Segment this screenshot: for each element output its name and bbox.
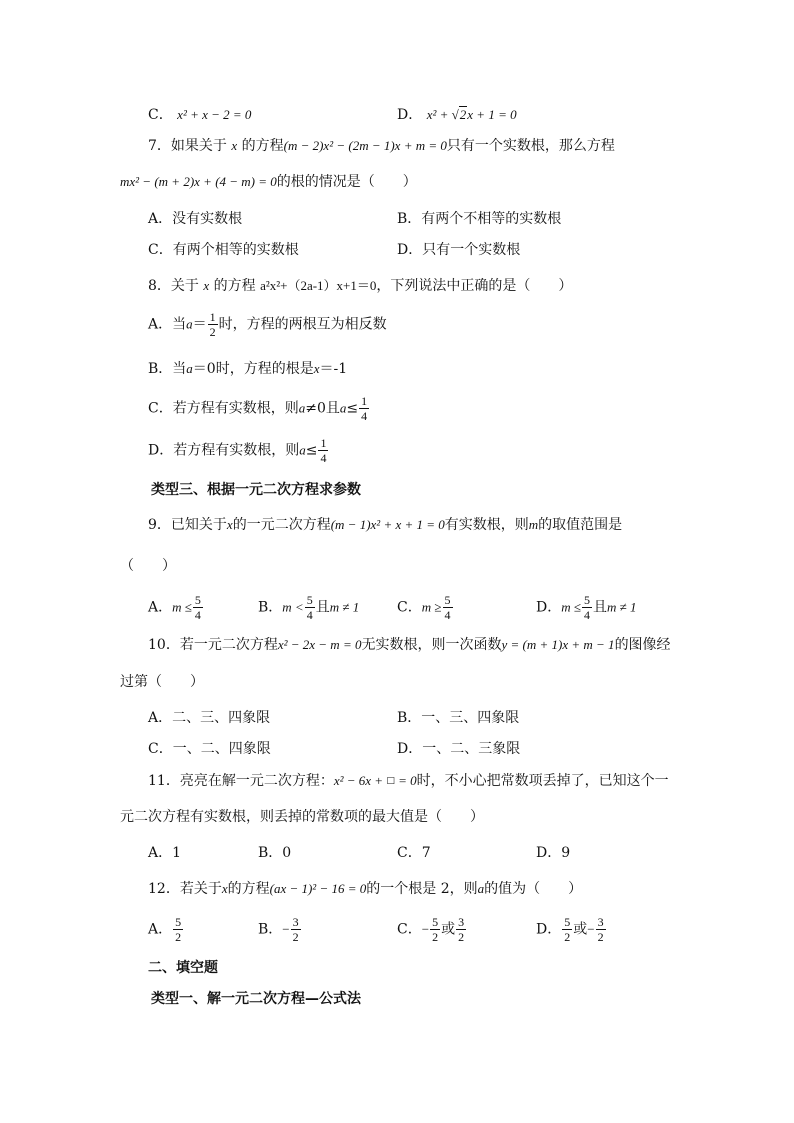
q7-eq1: (m − 2)x² − (2m − 1)x + m = 0 <box>283 138 447 153</box>
denominator: 2 <box>292 930 299 944</box>
q12-var2: a <box>477 881 485 896</box>
q9-var: x <box>226 517 233 532</box>
q12-prefix: 12．若关于 <box>148 881 222 897</box>
numerator: 1 <box>209 310 216 324</box>
denominator: 4 <box>444 608 451 622</box>
q12-eq: (ax − 1)² − 16 = 0 <box>269 881 367 896</box>
numerator: 5 <box>584 593 591 607</box>
option-var: a <box>299 442 306 458</box>
option-text: B．当 <box>148 361 187 377</box>
q9-option-c <box>397 594 454 621</box>
minus-sign: − <box>587 921 595 937</box>
q11-stem-line2: 元二次方程有实数根，则丢掉的常数项的最大值是（ ） <box>120 809 484 825</box>
q8-mid: 的方程 <box>213 278 256 294</box>
q10-option-a: A．二、三、四象限 <box>148 710 271 726</box>
q12-option-b <box>258 916 302 943</box>
q12-option-c <box>397 916 467 943</box>
blank-box-icon: □ <box>386 776 395 786</box>
option-math: x + 1 = 0 <box>467 107 517 122</box>
option-text: ≠0且 <box>305 400 340 417</box>
option-math: m ≤ <box>172 599 192 615</box>
q7-mid: 的方程 <box>241 138 284 154</box>
q8-option-c <box>148 395 370 422</box>
option-math: x² + x − 2 = 0 <box>177 107 252 122</box>
numerator: 5 <box>194 593 201 607</box>
q12-option-a <box>148 916 184 943</box>
denominator: 4 <box>361 409 368 423</box>
option-label: A． <box>148 921 173 938</box>
option-label: C． <box>397 599 422 616</box>
q10-stem-line1 <box>148 634 671 654</box>
option-label: C． <box>397 921 422 938</box>
fraction <box>193 594 203 621</box>
denominator: 2 <box>432 930 439 944</box>
q11-option-c: C．7 <box>397 845 431 861</box>
numerator: 3 <box>458 915 465 929</box>
fraction <box>173 916 183 943</box>
numerator: 1 <box>320 436 327 450</box>
option-var: x <box>313 361 320 376</box>
numerator: 5 <box>432 915 439 929</box>
section-heading-type1: 类型一、解一元二次方程—公式法 <box>151 991 361 1007</box>
denominator: 4 <box>306 608 313 622</box>
numerator: 5 <box>306 593 313 607</box>
fraction <box>456 916 466 943</box>
q7-prefix: 7．如果关于 <box>148 138 227 154</box>
option-label: B． <box>258 599 283 616</box>
q12-mid2: 的一个根是 2，则 <box>366 881 478 897</box>
q10-eq2: y = (m + 1)x + m − 1 <box>501 637 615 652</box>
q10-option-d: D．一、二、三象限 <box>397 741 521 757</box>
option-text: 且 <box>315 599 330 616</box>
q7-option-d: D．只有一个实数根 <box>397 242 521 258</box>
q11-stem-line1 <box>148 770 669 790</box>
q10-mid: 无实数根，则一次函数 <box>361 637 502 653</box>
fraction <box>562 916 572 943</box>
q9-stem <box>148 514 622 534</box>
q11-tail: 时，不小心把常数项丢掉了，已知这个一 <box>416 773 669 789</box>
q9-tail: 的取值范围是 <box>538 517 623 533</box>
denominator: 2 <box>175 930 182 944</box>
option-text: ＝0时，方程的根是 <box>192 361 314 377</box>
option-label: D． <box>397 107 423 123</box>
q10-option-c: C．一、二、四象限 <box>148 741 271 757</box>
q8-option-a <box>148 311 387 338</box>
fraction <box>359 395 369 422</box>
q7-option-c: C．有两个相等的实数根 <box>148 242 299 258</box>
q7-eq2: mx² − (m + 2)x + (4 − m) = 0 <box>120 174 277 189</box>
fraction <box>305 594 315 621</box>
numerator: 1 <box>361 394 368 408</box>
option-label: B． <box>258 921 283 938</box>
option-var: a <box>339 400 347 416</box>
q9-paren: （ ） <box>120 558 176 574</box>
q11-eq-end: = 0 <box>394 773 417 788</box>
q9-mid2: 有实数根，则 <box>444 517 529 533</box>
fraction <box>443 594 453 621</box>
numerator: 5 <box>444 593 451 607</box>
option-math: m ≤ <box>561 599 582 615</box>
q10-stem-line2: 过第（ ） <box>120 674 204 690</box>
fraction <box>430 916 440 943</box>
option-text: C．若方程有实数根，则 <box>148 400 299 417</box>
q7-option-a: A．没有实数根 <box>148 211 243 227</box>
q8-tail: ，下列说法中正确的是（ ） <box>376 278 573 294</box>
option-text: A．当 <box>148 316 187 333</box>
option-label: A． <box>148 599 173 616</box>
denominator: 4 <box>194 608 201 622</box>
option-label: C． <box>148 107 173 123</box>
q12-var: x <box>221 881 228 896</box>
denominator: 4 <box>584 608 591 622</box>
q7-stem-line1 <box>148 135 615 155</box>
option-text: D．若方程有实数根，则 <box>148 442 300 459</box>
q10-tail: 的图像经 <box>614 637 671 653</box>
numerator: 3 <box>597 915 604 929</box>
denominator: 2 <box>564 930 571 944</box>
option-text: ＝-1 <box>319 361 348 377</box>
q6-option-c <box>148 104 251 124</box>
q9-prefix: 9．已知关于 <box>148 517 227 533</box>
option-label: D． <box>536 599 562 616</box>
q9-mid: 的一元二次方程 <box>232 517 331 533</box>
q11-option-b: B．0 <box>258 845 292 861</box>
option-math: m ≠ 1 <box>607 599 637 615</box>
q10-option-b: B．一、三、四象限 <box>397 710 520 726</box>
option-text: 或 <box>441 921 456 938</box>
denominator: 2 <box>209 325 216 339</box>
option-math: m ≥ <box>421 599 442 615</box>
numerator: 5 <box>175 915 182 929</box>
option-text: 或 <box>573 921 588 938</box>
denominator: 2 <box>597 930 604 944</box>
q9-var2: m <box>528 517 539 532</box>
denominator: 2 <box>458 930 465 944</box>
fraction <box>208 311 218 338</box>
q12-mid: 的方程 <box>227 881 270 897</box>
fraction <box>582 594 592 621</box>
option-math: x² + <box>426 107 452 122</box>
minus-sign: − <box>421 921 430 937</box>
q9-eq: (m − 1)x² + x + 1 = 0 <box>330 517 445 532</box>
q11-option-a: A．1 <box>148 845 182 861</box>
option-text: 且 <box>593 599 608 616</box>
option-math: m < <box>282 599 304 615</box>
q9-option-a <box>148 594 204 621</box>
option-text: ＝ <box>192 316 207 333</box>
q8-prefix: 8．关于 <box>148 278 199 294</box>
q7-option-b: B．有两个不相等的实数根 <box>397 211 562 227</box>
q9-option-b <box>258 594 359 621</box>
sqrt-sign: √ <box>451 107 459 122</box>
q8-option-b <box>148 358 347 378</box>
fraction <box>318 437 328 464</box>
q12-tail: 的值为（ ） <box>484 881 583 897</box>
option-var: a <box>186 361 193 376</box>
numerator: 5 <box>564 915 571 929</box>
section-heading-type3: 类型三、根据一元二次方程求参数 <box>151 482 361 498</box>
fraction <box>596 916 606 943</box>
q7-tail: 的根的情况是（ ） <box>276 174 417 190</box>
minus-sign: − <box>282 921 290 937</box>
q8-option-d <box>148 437 329 464</box>
option-text: ≤ <box>305 442 318 459</box>
q6-option-d <box>397 104 517 124</box>
option-text: 时，方程的两根互为相反数 <box>218 316 387 333</box>
q8-var: x <box>203 278 210 293</box>
denominator: 4 <box>320 451 327 465</box>
q7-suffix: 只有一个实数根，那么方程 <box>446 138 615 154</box>
q8-eq: a²x²+（2a-1）x+1＝0 <box>260 278 377 293</box>
q12-stem <box>148 878 582 898</box>
option-label: D． <box>536 921 562 938</box>
fraction <box>291 916 301 943</box>
option-math: m ≠ 1 <box>329 599 360 615</box>
q11-eq: x² − 6x + <box>333 773 387 788</box>
q9-option-d <box>536 594 637 621</box>
q7-stem-line2 <box>120 171 417 191</box>
q11-option-d: D．9 <box>536 845 571 861</box>
q8-stem <box>148 275 572 295</box>
option-text: ≤ <box>346 400 359 417</box>
option-var: a <box>298 400 306 416</box>
q10-eq: x² − 2x − m = 0 <box>277 637 362 652</box>
q12-option-d <box>536 916 607 943</box>
q10-prefix: 10．若一元二次方程 <box>148 637 278 653</box>
section-heading-fill-blank: 二、填空题 <box>148 960 218 976</box>
option-var: a <box>186 316 193 332</box>
q7-var: x <box>231 138 238 153</box>
q11-prefix: 11．亮亮在解一元二次方程： <box>148 773 334 789</box>
numerator: 3 <box>292 915 299 929</box>
sqrt-radicand: 2 <box>459 107 467 122</box>
